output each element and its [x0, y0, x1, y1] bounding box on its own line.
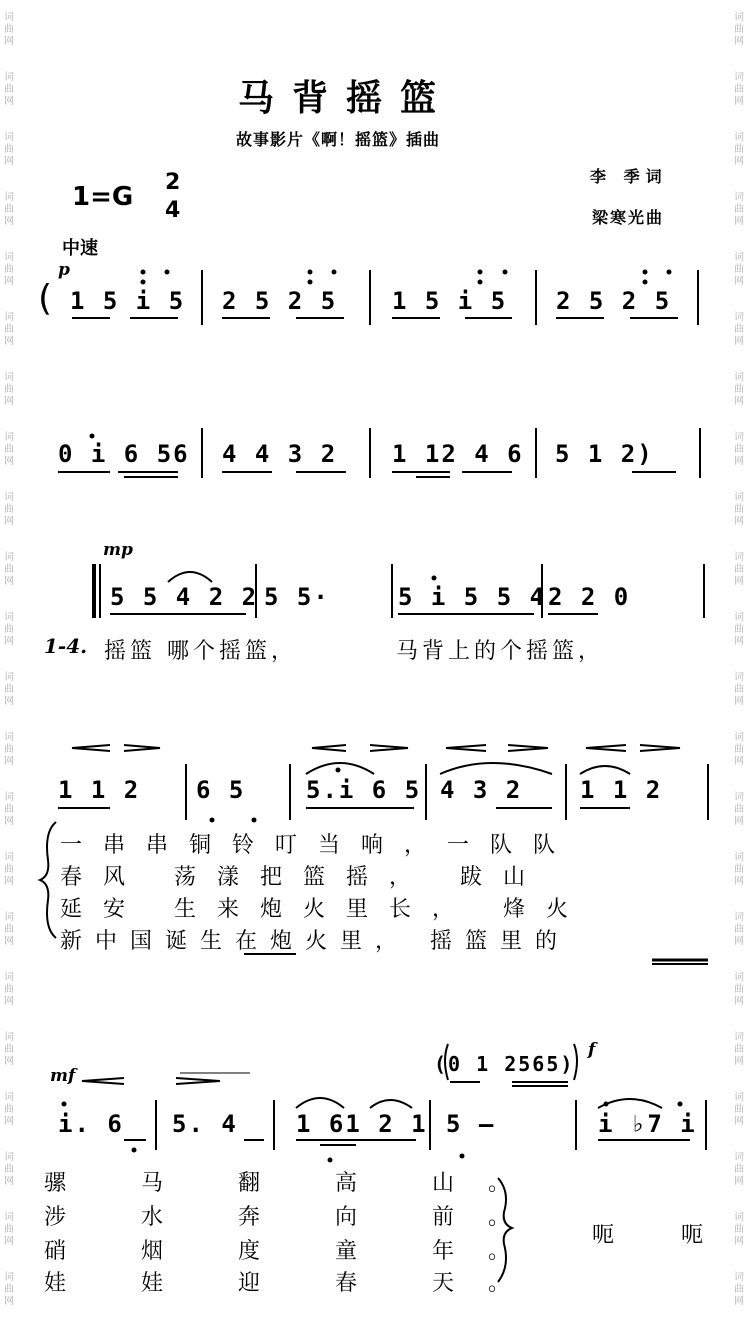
watermark-text: 词 曲 网	[4, 1032, 14, 1067]
watermark-text: 词 曲 网	[4, 12, 14, 47]
tempo-marking: 中速	[62, 238, 98, 259]
watermark-text: 词 曲 网	[734, 1212, 744, 1247]
system1-bar-1: 1 5 i 5	[70, 287, 186, 315]
lyricist-credit: 李 季词	[590, 167, 668, 186]
watermark-text: 词 曲 网	[734, 492, 744, 527]
system3-lyric-a: 摇篮 哪个摇篮，	[104, 639, 297, 664]
watermark-text: 词 曲 网	[734, 672, 744, 707]
watermark-text: 词 曲 网	[4, 312, 14, 347]
dynamic-mf: mf	[50, 1066, 76, 1086]
system5-cue: (0 1 2565)	[434, 1052, 575, 1076]
watermark-text: 词 曲 网	[4, 1212, 14, 1247]
watermark-text: 词 曲 网	[4, 612, 14, 647]
system5-lyric-line-1: 骡 马 翻 高 山。	[44, 1171, 544, 1196]
system4-bar-2: 6 5	[196, 776, 246, 804]
system4-bar-5: 1 1 2	[580, 776, 663, 804]
system4-lyric-line-2: 春风 荡漾把篮摇， 跋山	[60, 865, 546, 890]
system2-bar-1: 0 i 6 56	[58, 440, 190, 468]
watermark-text: 词 曲 网	[4, 792, 14, 827]
watermark-text: 词 曲 网	[734, 192, 744, 227]
watermark-text: 词 曲 网	[734, 612, 744, 647]
watermark-text: 词 曲 网	[734, 312, 744, 347]
system3-bar-1: 5 5 4 2 2	[110, 583, 259, 611]
system5-lyric-line-3: 硝 烟 度 童 年。	[44, 1239, 544, 1264]
watermark-text: 词 曲 网	[734, 1272, 744, 1307]
system3-bar-3: 5 i 5 5 4	[398, 583, 547, 611]
system5-bar-3: 1 61 2 1	[296, 1110, 428, 1138]
watermark-text: 词 曲 网	[734, 852, 744, 887]
watermark-text: 词 曲 网	[4, 432, 14, 467]
watermark-text: 词 曲 网	[734, 732, 744, 767]
dynamic-p: p	[58, 260, 70, 280]
watermark-text: 词 曲 网	[734, 1032, 744, 1067]
song-subtitle: 故事影片《啊！摇篮》插曲	[236, 130, 441, 149]
system4-bar-1: 1 1 2	[58, 776, 141, 804]
watermark-text: 词 曲 网	[734, 432, 744, 467]
dynamic-f: f	[588, 1040, 596, 1060]
system5-bar-4: 5 –	[446, 1110, 496, 1138]
system4-bar-4: 4 3 2	[440, 776, 523, 804]
system2-bar-2: 4 4 3 2	[222, 440, 338, 468]
system5-lyric-line-4: 娃 娃 迎 春 天。	[44, 1271, 544, 1296]
watermark-text: 词 曲 网	[734, 72, 744, 107]
watermark-text: 词 曲 网	[4, 1152, 14, 1187]
time-signature-denominator: 4	[165, 198, 181, 223]
watermark-text: 词 曲 网	[734, 12, 744, 47]
system5-bar-5: i ♭7 i	[598, 1110, 697, 1138]
watermark-text: 词 曲 网	[4, 732, 14, 767]
system1-bar-3: 1 5 i 5	[392, 287, 508, 315]
watermark-text: 词 曲 网	[4, 192, 14, 227]
key-signature: 1=G	[72, 182, 134, 212]
watermark-text: 词 曲 网	[4, 1092, 14, 1127]
watermark-text: 词 曲 网	[734, 972, 744, 1007]
system4-lyric-line-3: 延安 生来炮火里长， 烽火	[60, 897, 589, 922]
system5-bar-2: 5. 4	[172, 1110, 238, 1138]
dynamic-mp: mp	[103, 540, 133, 560]
system5-lyric-line-2: 涉 水 奔 向 前。	[44, 1205, 544, 1230]
watermark-text: 词 曲 网	[4, 912, 14, 947]
watermark-text: 词 曲 网	[4, 972, 14, 1007]
watermark-text: 词 曲 网	[4, 852, 14, 887]
refrain-lyric: 呃 呃	[592, 1223, 733, 1248]
verse-label: 1-4.	[44, 634, 88, 658]
watermark-text: 词 曲 网	[4, 552, 14, 587]
system4-lyric-line-4: 新中国诞生在炮火里， 摇篮里的	[60, 929, 570, 954]
system3-lyric-b: 马背上的个摇篮，	[396, 639, 605, 664]
system1-bar-2: 2 5 2 5	[222, 287, 338, 315]
time-signature-numerator: 2	[165, 170, 181, 195]
system4-lyric-line-1: 一串串铜铃叮当响，一队队	[60, 833, 577, 858]
system4-bar-3: 5.i 6 5	[306, 776, 422, 804]
watermark-text: 词 曲 网	[734, 372, 744, 407]
composer-credit: 梁寒光曲	[592, 208, 665, 227]
watermark-text: 词 曲 网	[4, 72, 14, 107]
watermark-text: 词 曲 网	[734, 912, 744, 947]
watermark-text: 词 曲 网	[734, 1092, 744, 1127]
system2-bar-3: 1 12 4 6	[392, 440, 524, 468]
watermark-text: 词 曲 网	[4, 1272, 14, 1307]
system3-bar-4: 2 2 0	[548, 583, 631, 611]
system3-bar-2: 5 5·	[264, 583, 330, 611]
watermark-text: 词 曲 网	[734, 132, 744, 167]
watermark-text: 词 曲 网	[4, 672, 14, 707]
watermark-text: 词 曲 网	[734, 792, 744, 827]
watermark-text: 词 曲 网	[4, 492, 14, 527]
watermark-text: 词 曲 网	[734, 552, 744, 587]
song-title: 马背摇篮	[238, 77, 455, 119]
system1-bar-4: 2 5 2 5	[556, 287, 672, 315]
system2-bar-4: 5 1 2)	[555, 440, 654, 468]
watermark-text: 词 曲 网	[4, 252, 14, 287]
watermark-text: 词 曲 网	[4, 372, 14, 407]
watermark-text: 词 曲 网	[734, 252, 744, 287]
system5-bar-1: i. 6	[58, 1110, 124, 1138]
open-parenthesis: (	[38, 278, 53, 319]
watermark-text: 词 曲 网	[4, 132, 14, 167]
watermark-text: 词 曲 网	[734, 1152, 744, 1187]
